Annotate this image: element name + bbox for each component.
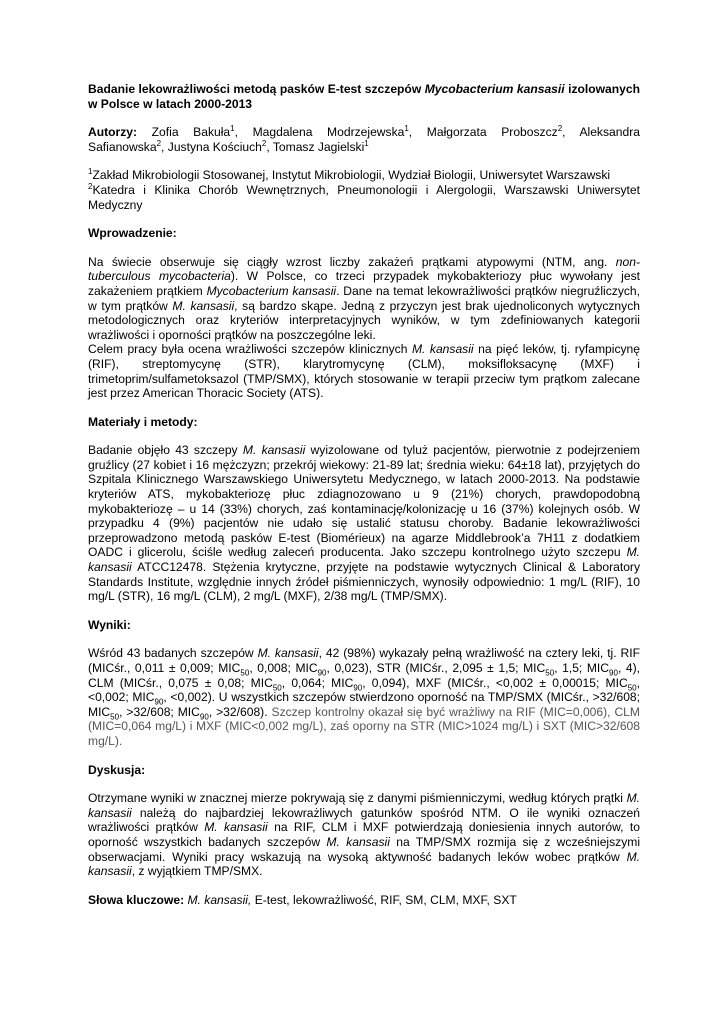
discussion-heading: Dyskusja: bbox=[88, 762, 146, 777]
author: Zofia Bakuła bbox=[151, 125, 231, 140]
author: Aleksandra Safianowska bbox=[88, 125, 640, 154]
title-organism: Mycobacterium kansasii bbox=[424, 82, 565, 96]
discussion-paragraph: Otrzymane wyniki w znacznej mierze pokrywają się z danymi piśmienniczymi, według których prątki M. kansasii należą do najbardziej lekowrażliwych gatunków spośród NTM. O ile wyniki oznaczeń wrażliwości prątków M. kansasii na RIF, CLM i MXF potwierdzają doniesienia innych autorów, to oporność wszystkich badanych szczepów M. kansasii na TMP/SMX rozmija się z wcześniejszymi obserwacjami. Wyniki pracy wskazują na wysoką aktywność badanych leków wobec prątków M. kansasii, z wyjątkiem TMP/SMX. bbox=[88, 791, 641, 879]
authors-line: Autorzy: Zofia Bakuła$^1$, Magdalena Modrzejewska$^1$, Małgorzata Proboszcz$^2$, Aleksandra Safianowska$^2$, Justyna Kościuch$^2$, Tomasz Jagielski$^1$ bbox=[88, 124, 640, 154]
author: Tomasz Jagielski bbox=[272, 139, 365, 154]
intro-paragraph-2: Celem pracy była ocena wrażliwości szczepów klinicznych M. kansasii na pięć leków, tj. ryfampicynę (RIF), streptomycynę (STR), klarytromycynę (CLM), moksifloksacynę (MXF) i trimetoprim/sulfametoksazol (TMP/SMX), których stosowanie w terapii przeciw tym prątkom zalecane jest przez American Thoracic Society (ATS). bbox=[88, 342, 640, 401]
results-paragraph: Wśród 43 badanych szczepów M. kansasii, 42 (98%) wykazały pełną wrażliwość na cztery leki, tj. RIF (MICśr., 0,011 ± 0,009; $MIC_{50}$, 0,008; $MIC_{90}$, 0,023), STR (MICśr., 2,095 ± 1,5; $MIC_{50}$, 1,5; $MIC_{90}$, 4), CLM (MICśr., 0,075 ± 0,08; $MIC_{50}$, 0,064; $MIC_{90}$, 0,094), MXF (MICśr., <0,002 ± 0,00015; $MIC_{50}$, <0,002; $MIC_{90}$, <0,002). U wszystkich szczepów stwierdzono oporność na TMP/SMX (MICśr., >32/608; $MIC_{50}$, >32/608; $MIC_{90}$, >32/608). Szczep kontrolny okazał się być wrażliwy na RIF (MIC=0,006), CLM (MIC=0,064 mg/L) i MXF (MIC<0,002 mg/L), zaś oporny na STR (MIC>1024 mg/L) i SXT (MIC>32/608 mg/L). bbox=[88, 646, 641, 748]
affiliation-2: $^2$Katedra i Klinika Chorób Wewnętrznych, Pneumonologii i Alergologii, Warszawski Uniwersytet Medyczny bbox=[88, 181, 640, 212]
affiliation-1: $^1$Zakład Mikrobiologii Stosowanej, Instytut Mikrobiologii, Wydział Biologii, Uniwersytet Warszawski bbox=[88, 167, 611, 183]
author: Małgorzata Proboszcz bbox=[426, 125, 558, 140]
document-title: Badanie lekowrażliwości metodą pasków E-test szczepów Mycobacterium kansasii izolowanych w Polsce w latach 2000-2013 bbox=[88, 82, 640, 111]
authors-label: Autorzy: bbox=[88, 125, 138, 140]
keywords-label: Słowa kluczowe: bbox=[88, 892, 185, 907]
intro-heading: Wprowadzenie: bbox=[88, 226, 177, 241]
author: Justyna Kościuch bbox=[167, 139, 262, 154]
results-heading: Wyniki: bbox=[88, 617, 131, 632]
intro-paragraph-1: Na świecie obserwuje się ciągły wzrost liczby zakażeń prątkami atypowymi (NTM, ang. non-tuberculous mycobacteria). W Polsce, co trzeci przypadek mykobakteriozy płuc wywołany jest zakażeniem prątkiem Mycobacterium kansasii. Dane na temat lekowrażliwości prątków niegruźliczych, w tym prątków M. kansasii, są bardzo skąpe. Jedną z przyczyn jest brak ujednoliconych wytycznych metodologicznych oraz kryteriów interpretacyjnych wyników, w tym zdefiniowanych kategorii wrażliwości i oporności prątków na poszczególne leki. bbox=[88, 254, 641, 342]
methods-paragraph: Badanie objęło 43 szczepy M. kansasii wyizolowane od tyluż pacjentów, pierwotnie z podejrzeniem gruźlicy (27 kobiet i 16 mężczyzn; przekrój wiekowy: 21-89 lat; średnia wieku: 64±18 lat), przyjętych do Szpitala Klinicznego Warszawskiego Uniwersytetu Medycznego, w latach 2000-2013. Na podstawie kryteriów ATS, mykobakteriozę płuc zdiagnozowano u 9 (21%) chorych, prawdopodobną mykobakteriozę – u 14 (33%) chorych, zaś kontaminację/kolonizację u 16 (37%) kolejnych osób. W przypadku 4 (9%) pacjentów nie udało się ustalić statusu choroby. Badanie lekowrażliwości przeprowadzono metodą pasków E-test (Biomérieux) na agarze Middlebrook’a 7H11 z dodatkiem OADC i glicerolu, ściśle według zaleceń producenta. Jako szczepu kontrolnego użyto szczepu M. kansasii ATCC12478. Stężenia krytyczne, przyjęte na podstawie wytycznych Clinical & Laboratory Standards Institute, względnie innych źródeł piśmienniczych, wynosiły odpowiednio: 1 mg/L (RIF), 10 mg/L (STR), 16 mg/L (CLM), 2 mg/L (MXF), 2/38 mg/L (TMP/SMX). bbox=[88, 443, 640, 604]
methods-heading: Materiały i metody: bbox=[88, 414, 198, 429]
control-strain-text: Szczep kontrolny okazał się być wrażliwy na RIF (MIC=0,006), CLM (MIC=0,064 mg/L) i MXF (MIC<0,002 mg/L), zaś oporny na STR (MIC>1024 mg/L) i SXT (MIC>32/608 mg/L). bbox=[88, 704, 640, 748]
keywords-line: Słowa kluczowe: M. kansasii, E-test, lekowrażliwość, RIF, SM, CLM, MXF, SXT bbox=[88, 892, 517, 907]
document-page bbox=[88, 82, 640, 907]
author: Magdalena Modrzejewska bbox=[252, 125, 405, 140]
